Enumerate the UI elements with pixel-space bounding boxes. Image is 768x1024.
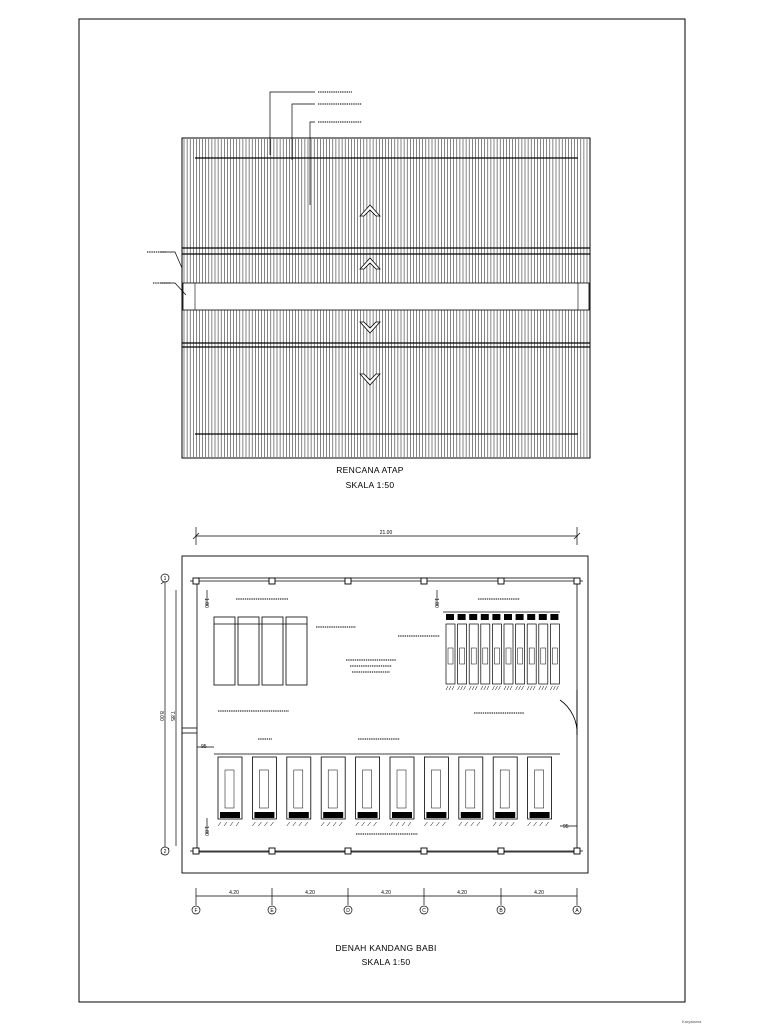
grid-row-1-label: 1	[163, 576, 167, 582]
pen-depth-left-top: 1.80	[203, 598, 209, 608]
entrance-door	[182, 690, 577, 735]
floor-plan-scale: SKALA 1:50	[361, 957, 411, 967]
offset-dimension-right: 95	[563, 824, 569, 830]
grid-row-2-label: 2	[163, 849, 167, 855]
bay-dim-3: 4.20	[381, 890, 391, 896]
dimension-inner-depth-label: 7.85	[169, 711, 175, 721]
bottom-row-pens	[214, 754, 560, 826]
roof-plan	[147, 92, 590, 490]
pen-depth-left-bottom: 1.80	[203, 826, 209, 836]
building-outline	[182, 556, 588, 873]
grid-axis-b: B	[499, 908, 503, 914]
footer-stamp: Karyatama	[682, 1019, 702, 1024]
bay-dim-5: 4.20	[534, 890, 544, 896]
dimension-overall-width-label: 21.00	[379, 530, 393, 536]
roof-ridge-strip	[183, 283, 589, 310]
upper-left-pens	[214, 617, 307, 685]
grid-axis-f: F	[194, 908, 198, 914]
grid-axis-c: C	[422, 908, 426, 914]
bay-dim-2: 4.20	[305, 890, 315, 896]
roof-plan-scale: SKALA 1:50	[345, 480, 395, 490]
grid-axis-e: E	[270, 908, 274, 914]
grid-axis-d: D	[346, 908, 350, 914]
bay-dim-1: 4.20	[229, 890, 239, 896]
roof-plan-title: RENCANA ATAP	[336, 465, 404, 475]
grid-axis-a: A	[575, 908, 579, 914]
pen-depth-right-top: 1.80	[433, 598, 439, 608]
upper-right-pens	[443, 612, 560, 690]
offset-dimension-left: 95	[201, 744, 207, 750]
floor-plan	[158, 527, 588, 967]
dimension-depth-label: 8.00	[158, 711, 164, 721]
floor-plan-title: DENAH KANDANG BABI	[335, 943, 437, 953]
grid-axis-markers	[192, 906, 581, 914]
small-dimensions	[197, 590, 577, 834]
bay-dim-4: 4.20	[457, 890, 467, 896]
